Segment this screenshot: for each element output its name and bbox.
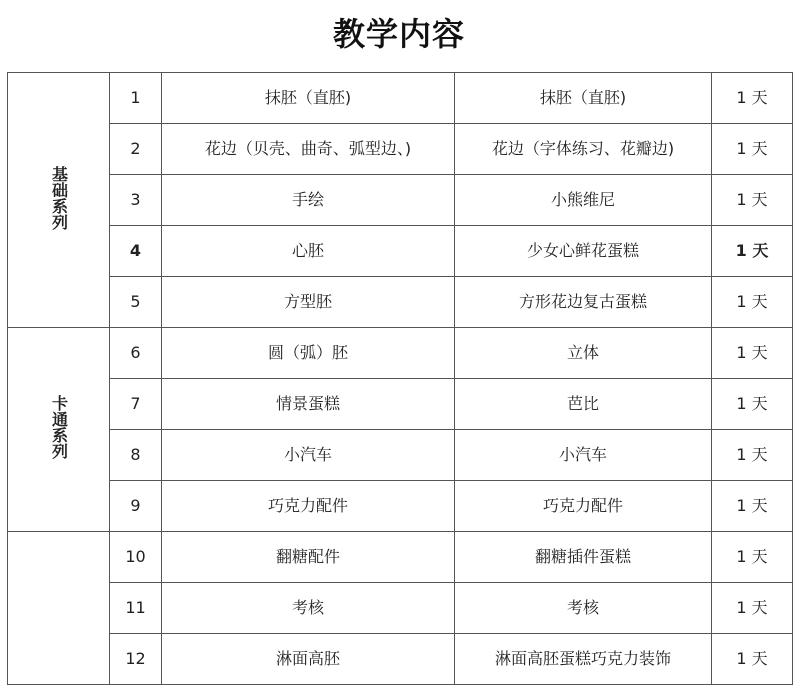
course-product-cell: 小熊维尼 — [455, 175, 712, 226]
table-row — [8, 328, 793, 379]
table-row — [8, 583, 793, 634]
table-row — [8, 481, 793, 532]
table-row — [8, 277, 793, 328]
course-item-cell: 巧克力配件 — [162, 481, 455, 532]
row-number-cell: 8 — [110, 430, 162, 481]
course-item-cell: 小汽车 — [162, 430, 455, 481]
course-item-cell: 心胚 — [162, 226, 455, 277]
table-row — [8, 73, 793, 124]
course-item-cell: 淋面高胚 — [162, 634, 455, 685]
row-number-cell: 7 — [110, 379, 162, 430]
row-number-cell: 1 — [110, 73, 162, 124]
course-product-cell: 方形花边复古蛋糕 — [455, 277, 712, 328]
table-row — [8, 175, 793, 226]
row-number-cell: 10 — [110, 532, 162, 583]
series-cell — [8, 328, 110, 532]
series-label: 基础系列 — [49, 165, 69, 230]
course-product-cell: 少女心鲜花蛋糕 — [455, 226, 712, 277]
course-item-cell: 圆（弧）胚 — [162, 328, 455, 379]
table-row — [8, 634, 793, 685]
table-row — [8, 124, 793, 175]
course-item-cell: 翻糖配件 — [162, 532, 455, 583]
course-item-cell: 方型胚 — [162, 277, 455, 328]
course-product-cell: 芭比 — [455, 379, 712, 430]
table-row — [8, 430, 793, 481]
row-number-cell: 12 — [110, 634, 162, 685]
course-duration-cell: 1 天 — [712, 124, 793, 175]
course-duration-cell: 1 天 — [712, 328, 793, 379]
row-number-cell: 3 — [110, 175, 162, 226]
series-label: 卡通系列 — [49, 395, 69, 459]
course-item-cell: 抹胚（直胚) — [162, 73, 455, 124]
row-number-cell: 4 — [110, 226, 162, 277]
row-number-cell: 11 — [110, 583, 162, 634]
row-number-cell: 5 — [110, 277, 162, 328]
course-duration-cell: 1 天 — [712, 277, 793, 328]
course-item-cell: 花边（贝壳、曲奇、弧型边、) — [162, 124, 455, 175]
course-duration-cell: 1 天 — [712, 73, 793, 124]
course-product-cell: 小汽车 — [455, 430, 712, 481]
series-cell — [8, 532, 110, 685]
course-product-cell: 翻糖插件蛋糕 — [455, 532, 712, 583]
course-duration-cell: 1 天 — [712, 481, 793, 532]
row-number-cell: 9 — [110, 481, 162, 532]
course-item-cell: 情景蛋糕 — [162, 379, 455, 430]
course-duration-cell: 1 天 — [712, 175, 793, 226]
course-item-cell: 考核 — [162, 583, 455, 634]
table-row — [8, 226, 793, 277]
course-duration-cell: 1 天 — [712, 634, 793, 685]
course-product-cell: 考核 — [455, 583, 712, 634]
course-table-body — [8, 73, 793, 685]
course-product-cell: 淋面高胚蛋糕巧克力装饰 — [455, 634, 712, 685]
table-row — [8, 379, 793, 430]
table-row — [8, 532, 793, 583]
course-product-cell: 花边（字体练习、花瓣边) — [455, 124, 712, 175]
course-duration-cell: 1 天 — [712, 532, 793, 583]
course-product-cell: 抹胚（直胚) — [455, 73, 712, 124]
series-cell — [8, 73, 110, 328]
course-duration-cell: 1 天 — [712, 379, 793, 430]
course-product-cell: 立体 — [455, 328, 712, 379]
row-number-cell: 2 — [110, 124, 162, 175]
row-number-cell: 6 — [110, 328, 162, 379]
page-title: 教学内容 — [332, 15, 465, 53]
course-duration-cell: 1 天 — [712, 583, 793, 634]
course-duration-cell: 1 天 — [712, 430, 793, 481]
course-duration-cell: 1 天 — [712, 226, 793, 277]
course-table — [7, 72, 793, 685]
course-item-cell: 手绘 — [162, 175, 455, 226]
course-product-cell: 巧克力配件 — [455, 481, 712, 532]
